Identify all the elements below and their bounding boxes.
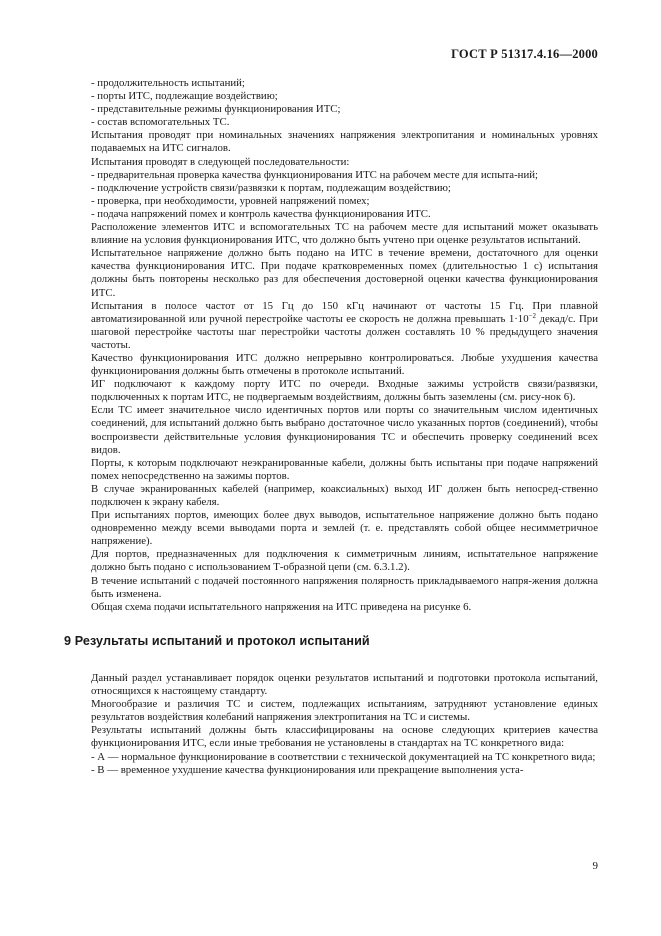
paragraph: В случае экранированных кабелей (например, коаксиальных) выход ИГ должен быть непосред-ственно подключен к экрану кабеля. (91, 482, 598, 508)
paragraph-text: декад/с. При шаговой перестройке частоты шаг перестройки частоты должен составлять 10 % предыдущего значения частоты. (91, 312, 598, 351)
paragraph: Результаты испытаний должны быть классифицированы на основе следующих критериев качества функционирования ИТС, если иные требования не установлены в стандартах на ТС конкретного вида: (91, 724, 598, 750)
document-header: ГОСТ Р 51317.4.16—2000 (451, 47, 598, 61)
paragraph: Расположение элементов ИТС и вспомогательных ТС на рабочем месте для испытаний может оказывать влияние на условия функционирования ИТС, что должно быть учтено при оценке результатов испытаний. (91, 221, 598, 247)
list-item: - порты ИТС, подлежащие воздействию; (91, 90, 278, 103)
paragraph: Если ТС имеет значительное число идентичных портов или порты со значительным числом идентичных соединений, для испытаний должно быть выбрано достаточное число указанных портов (соединений), чтобы воспроизвести действительные условия функционирования ТС и обеспечить проверку соединений всех видов. (91, 404, 598, 456)
list-item: - проверка, при необходимости, уровней напряжений помех; (91, 194, 370, 207)
list-item: - предварительная проверка качества функционирования ИТС на рабочем месте для испыта-ний; (91, 168, 539, 181)
paragraph: В течение испытаний с подачей постоянного напряжения полярность прикладываемого напря-жения должна быть изменена. (91, 574, 598, 600)
paragraph: Для портов, предназначенных для подключения к симметричным линиям, испытательное напряжение должно быть подано с использованием Т-образной цепи (см. 6.3.1.2). (91, 548, 598, 574)
list-item: - В — временное ухудшение качества функционирования или прекращение выполнения уста- (91, 763, 524, 776)
paragraph: Испытательное напряжение должно быть подано на ИТС в течение времени, достаточного для оценки качества функционирования ИТС. При подаче кратковременных помех (длительностью 1 с) испытания должны быть повторены несколько раз для обеспечения достоверной оценки качества функционирования ИТС. (91, 247, 598, 299)
list-item: - подключение устройств связи/развязки к портам, подлежащим воздействию; (91, 181, 451, 194)
list-item: - состав вспомогательных ТС. (91, 116, 230, 129)
list-item: - представительные режимы функционирования ИТС; (91, 103, 341, 116)
paragraph-text: Испытания в полосе частот от 15 Гц до 150 кГц начинают от частоты 15 Гц. При плавной автоматизированной или ручной перестройке частоты ее скорость не должна превышать 1·10 (91, 299, 598, 325)
paragraph: Порты, к которым подключают неэкранированные кабели, должны быть испытаны при подаче напряжений помех непосредственно на зажимы портов. (91, 456, 598, 482)
exponent: −2 (528, 311, 537, 320)
paragraph: Общая схема подачи испытательного напряжения на ИТС приведена на рисунке 6. (91, 600, 472, 613)
paragraph: Испытания проводят при номинальных значениях напряжения электропитания и номинальных уровнях подаваемых на ИТС сигналов. (91, 129, 598, 155)
list-item: - продолжительность испытаний; (91, 77, 245, 89)
paragraph: Данный раздел устанавливает порядок оценки результатов испытаний и подготовки протокола испытаний, относящихся к настоящему стандарту. (91, 671, 598, 698)
page-number: 9 (592, 860, 598, 872)
paragraph: При испытаниях портов, имеющих более двух выводов, испытательное напряжение должно быть подано одновременно между всеми выводами порта и землей (т. е. представлять собой общее несимметричное напряжение). (91, 509, 598, 548)
page-content (64, 77, 598, 777)
section-heading: 9 Результаты испытаний и протокол испытаний (64, 633, 370, 648)
paragraph: Испытания проводят в следующей последовательности: (91, 155, 350, 168)
paragraph: ИГ подключают к каждому порту ИТС по очереди. Входные зажимы устройств связи/развязки, подключенных к портам ИТС, не подвергаемым воздействиям, должны быть заземлены (см. рису-нок 6). (91, 378, 598, 404)
list-item: - А — нормальное функционирование в соответствии с технической документацией на ТС конкретного вида; (91, 750, 596, 763)
paragraph (91, 300, 598, 352)
paragraph: Качество функционирования ИТС должно непрерывно контролироваться. Любые ухудшения качества функционирования должны быть отмечены в протоколе испытаний. (91, 351, 598, 378)
paragraph: Многообразие и различия ТС и систем, подлежащих испытаниям, затрудняют установление единых результатов воздействия колебаний напряжения электропитания на ТС и системы. (91, 698, 598, 724)
list-item: - подача напряжений помех и контроль качества функционирования ИТС. (91, 207, 431, 220)
